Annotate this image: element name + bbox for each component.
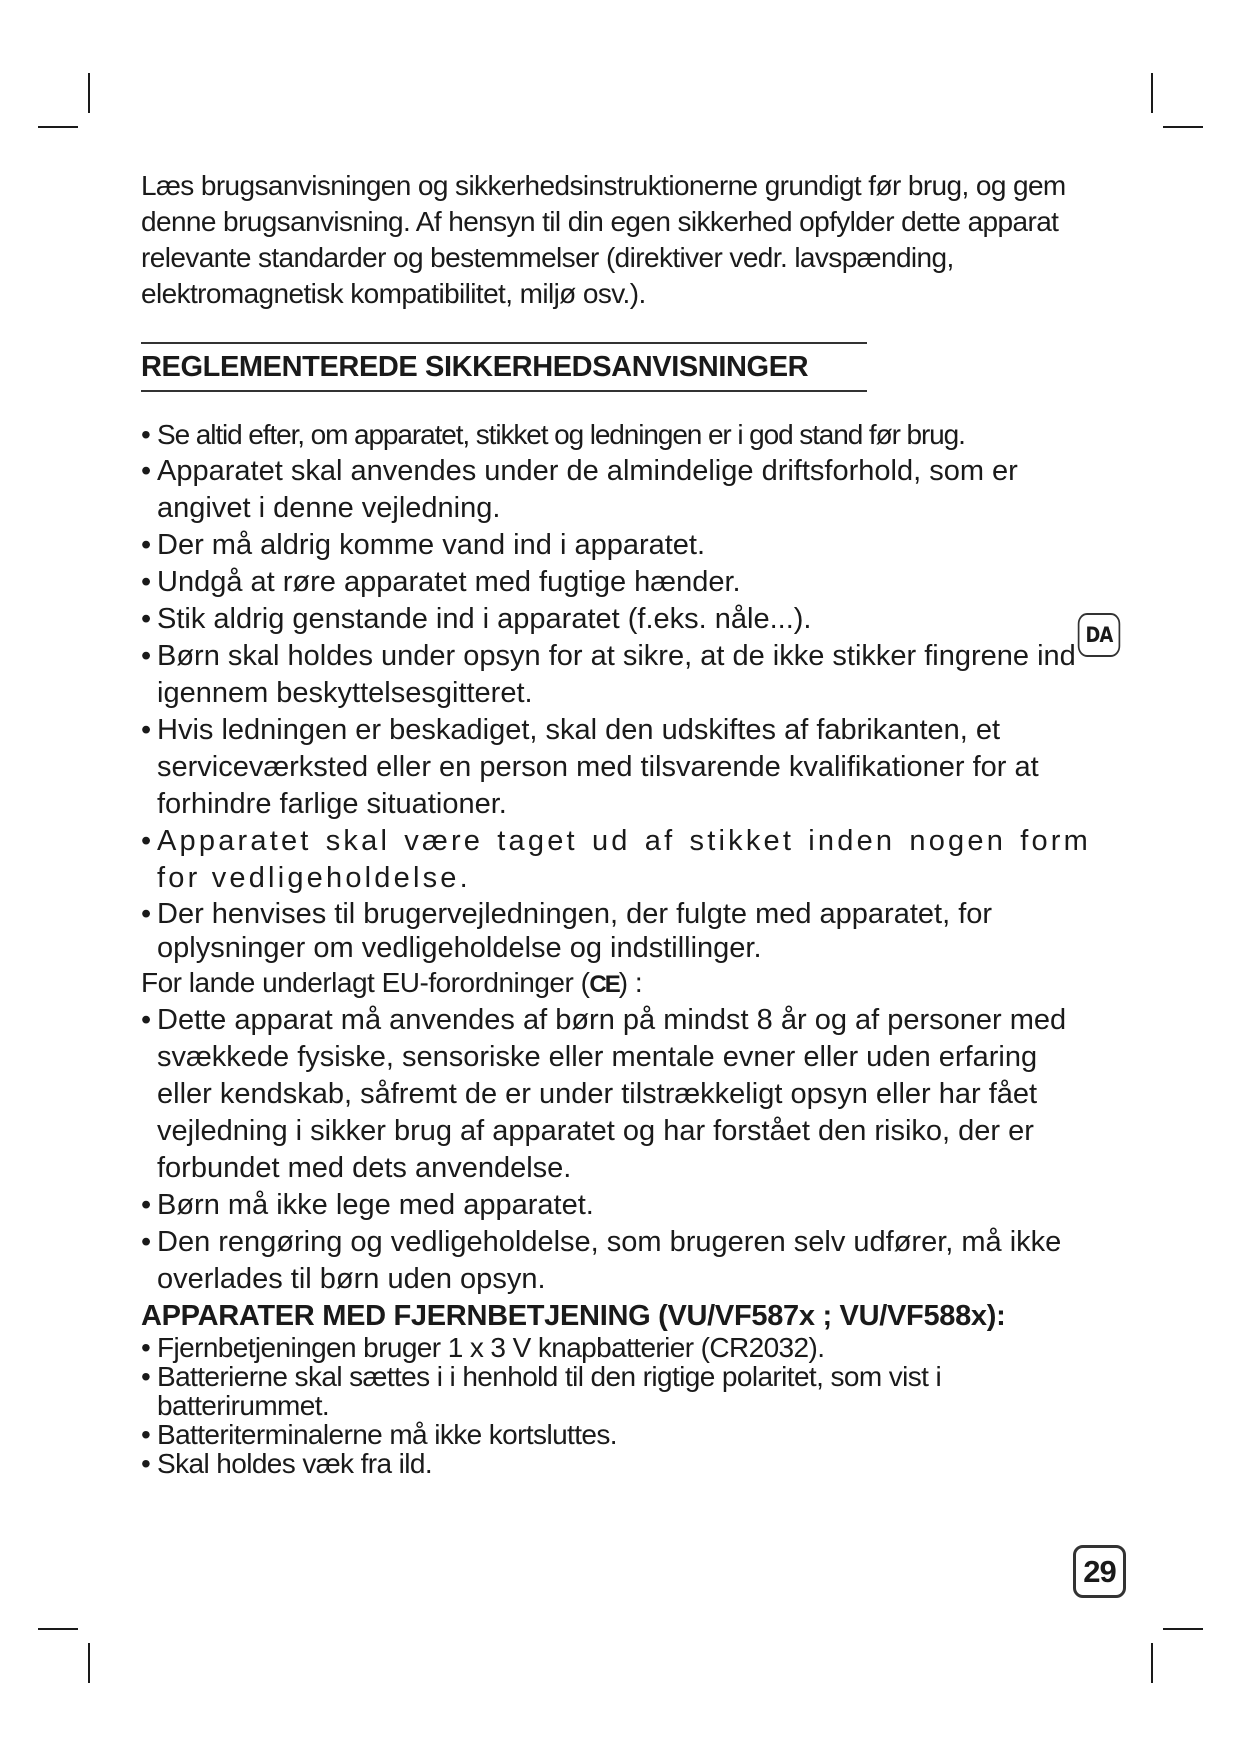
list-item <box>141 897 1091 965</box>
list-item <box>141 564 1091 601</box>
crop-mark-bottom-left-vertical <box>88 1643 90 1683</box>
list-item <box>141 1187 1091 1224</box>
list-item <box>141 1002 1091 1187</box>
list-item <box>141 1224 1091 1298</box>
page-number: 29 <box>1073 1545 1126 1598</box>
bullet: • <box>141 640 152 672</box>
eu-regulation-line <box>141 965 642 1003</box>
section-heading: REGLEMENTEREDE SIKKERHEDSANVISNINGER <box>141 342 867 392</box>
ce-mark-icon: CE <box>589 971 619 998</box>
bullet: • <box>141 825 155 857</box>
crop-mark-bottom-right-vertical <box>1151 1643 1153 1683</box>
bullet: • <box>141 1448 151 1479</box>
list-item <box>141 638 1087 712</box>
list-item-text: Apparatet skal være taget ud af stikket inden nogen form for vedligeholdelse. <box>157 825 1091 894</box>
list-item-text: Børn må ikke lege med apparatet. <box>157 1189 594 1221</box>
list-item-text: Apparatet skal anvendes under de almindelige driftsforhold, som er angivet i denne vejledning. <box>157 455 1018 524</box>
crop-mark-bottom-left-horizontal <box>38 1628 78 1630</box>
list-item <box>141 416 1091 453</box>
bullet: • <box>141 529 152 561</box>
bullet: • <box>141 603 152 635</box>
eu-line-text-before: For lande underlagt EU-forordninger ( <box>141 967 590 998</box>
list-item <box>141 1449 1091 1478</box>
list-item-text: Dette apparat må anvendes af børn på mindst 8 år og af personer med svækkede fysiske, sensoriske eller mentale evner eller uden erfaring eller kendskab, såfremt de er under tilstrækkeligt opsyn eller har fået vejledning i sikker brug af apparatet og har forstået den risiko, der er forbundet med dets anvendelse. <box>157 1004 1067 1184</box>
remote-list <box>141 1333 1091 1478</box>
list-item <box>141 601 1091 638</box>
intro-paragraph: Læs brugsanvisningen og sikkerhedsinstruktionerne grundigt før brug, og gem denne brugsanvisning. Af hensyn til din egen sikkerhed opfylder dette apparat relevante standarder og bestemmelser (direktiver vedr. lavspænding, elektromagnetisk kompatibilitet, miljø osv.). <box>141 170 1066 309</box>
bullet: • <box>141 714 152 746</box>
remote-heading: APPARATER MED FJERNBETJENING (VU/VF587x ; VU/VF588x): <box>141 1300 1006 1332</box>
list-item-text: Fjernbetjeningen bruger 1 x 3 V knapbatterier (CR2032). <box>157 1332 825 1363</box>
list-item-text: Børn skal holdes under opsyn for at sikre, at de ikke stikker fingrene ind igennem beskyttelsesgitteret. <box>157 640 1076 709</box>
crop-mark-top-left-vertical <box>88 73 90 113</box>
list-item-text: Der må aldrig komme vand ind i apparatet. <box>157 529 706 561</box>
bullet: • <box>141 1004 152 1036</box>
bullet: • <box>141 1226 152 1258</box>
bullet: • <box>141 898 152 930</box>
crop-mark-top-left-horizontal <box>38 126 78 128</box>
list-item-text: Undgå at røre apparatet med fugtige hænder. <box>157 566 741 598</box>
bullet: • <box>141 455 152 487</box>
list-item-text: Skal holdes væk fra ild. <box>157 1448 433 1479</box>
crop-mark-top-right-horizontal <box>1163 126 1203 128</box>
list-item-text: Batterierne skal sættes i i henhold til den rigtige polaritet, som vist i batterirummet. <box>157 1361 942 1421</box>
crop-mark-top-right-vertical <box>1151 73 1153 113</box>
list-item <box>141 1420 1091 1449</box>
list-item <box>141 453 1091 527</box>
bullet: • <box>141 1361 151 1392</box>
list-item <box>141 1362 1091 1420</box>
list-item <box>141 712 1091 823</box>
bullet: • <box>141 566 152 598</box>
list-item-text: Stik aldrig genstande ind i apparatet (f.eks. nåle...). <box>157 603 812 635</box>
eu-line-text-after: ) : <box>618 967 643 998</box>
bullet: • <box>141 1332 151 1363</box>
language-badge: DA <box>1078 613 1121 657</box>
list-item-text: Hvis ledningen er beskadiget, skal den udskiftes af fabrikanten, et serviceværksted eller en person med tilsvarende kvalifikationer for at forhindre farlige situationer. <box>157 714 1039 820</box>
list-item <box>141 823 1091 897</box>
list-item-text: Der henvises til brugervejledningen, der fulgte med apparatet, for oplysninger om vedligeholdelse og indstillinger. <box>157 898 993 964</box>
bullet: • <box>141 1189 152 1221</box>
list-item <box>141 527 1091 564</box>
list-item-text: Den rengøring og vedligeholdelse, som brugeren selv udfører, må ikke overlades til børn uden opsyn. <box>157 1226 1062 1295</box>
list-item-text: Se altid efter, om apparatet, stikket og ledningen er i god stand før brug. <box>157 419 965 450</box>
safety-list <box>141 416 1091 965</box>
bullet: • <box>141 419 150 450</box>
crop-mark-bottom-right-horizontal <box>1163 1628 1203 1630</box>
list-item <box>141 1333 1091 1362</box>
eu-list <box>141 1002 1091 1298</box>
bullet: • <box>141 1419 151 1450</box>
list-item-text: Batteriterminalerne må ikke kortsluttes. <box>157 1419 617 1450</box>
